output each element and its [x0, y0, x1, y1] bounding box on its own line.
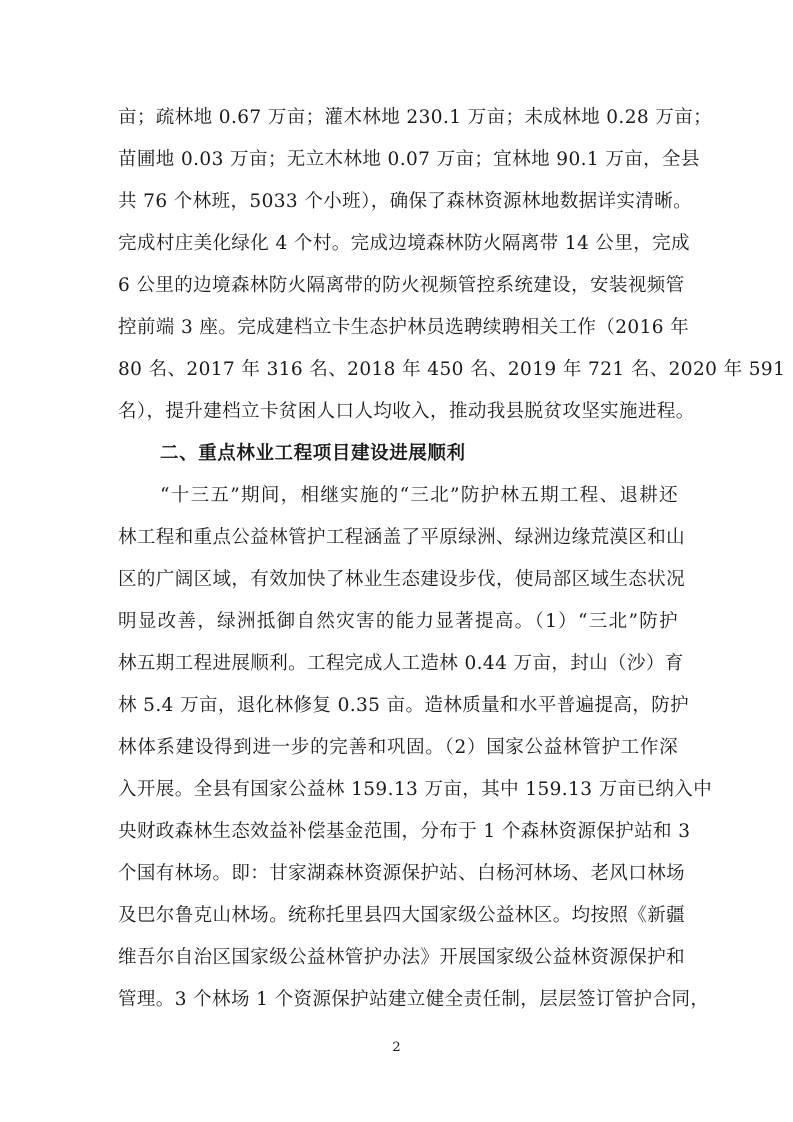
- paragraph-line: 林五期工程进展顺利。工程完成人工造林 0.44 万亩，封山（沙）育: [118, 653, 684, 674]
- paragraph-line: “十三五”期间，相继实施的“三北”防护林五期工程、退耕还: [160, 485, 678, 506]
- paragraph-line: 苗圃地 0.03 万亩；无立木林地 0.07 万亩；宜林地 90.1 万亩，全县: [118, 149, 700, 170]
- paragraph-line: 及巴尔鲁克山林场。统称托里县四大国家级公益林区。均按照《新疆: [118, 905, 686, 926]
- paragraph-line: 名），提升建档立卡贫困人口人均收入，推动我县脱贫攻坚实施进程。: [118, 401, 695, 422]
- paragraph-line: 80 名、2017 年 316 名、2018 年 450 名、2019 年 721 名、2020 年 591: [118, 359, 786, 380]
- paragraph-line: 共 76 个林班，5033 个小班），确保了森林资源林地数据详实清晰。: [118, 191, 693, 212]
- paragraph-line: 控前端 3 座。完成建档立卡生态护林员选聘续聘相关工作（2016 年: [118, 317, 690, 338]
- paragraph-line: 林 5.4 万亩，退化林修复 0.35 亩。造林质量和水平普遍提高，防护: [118, 695, 690, 716]
- paragraph-line: 林工程和重点公益林管护工程涵盖了平原绿洲、绿洲边缘荒漠区和山: [118, 527, 686, 548]
- paragraph-line: 完成村庄美化绿化 4 个村。完成边境森林防火隔离带 14 公里，完成: [118, 233, 690, 254]
- paragraph-line: 林体系建设得到进一步的完善和巩固。（2）国家公益林管护工作深: [118, 737, 678, 758]
- paragraph-line: 区的广阔区域，有效加快了林业生态建设步伐，使局部区域生态状况: [118, 569, 686, 590]
- paragraph-line: 明显改善，绿洲抵御自然灾害的能力显著提高。（1）“三北”防护: [118, 611, 678, 632]
- section-heading: 二、重点林业工程项目建设进展顺利: [160, 443, 466, 464]
- paragraph-line: 央财政森林生态效益补偿基金范围，分布于 1 个森林资源保护站和 3: [118, 821, 691, 842]
- paragraph-line: 管理。3 个林场 1 个资源保护站建立健全责任制，层层签订管护合同，: [118, 989, 710, 1010]
- paragraph-line: 个国有林场。即：甘家湖森林资源保护站、白杨河林场、老风口林场: [118, 863, 686, 884]
- paragraph-line: 维吾尔自治区国家级公益林管护办法》开展国家级公益林资源保护和: [118, 947, 686, 968]
- paragraph-line: 入开展。全县有国家公益林 159.13 万亩，其中 159.13 万亩已纳入中: [118, 779, 713, 800]
- paragraph-line: 6 公里的边境森林防火隔离带的防火视频管控系统建设，安装视频管: [118, 275, 685, 296]
- page-number: 2: [392, 1040, 401, 1055]
- paragraph-line: 亩；疏林地 0.67 万亩；灌木林地 230.1 万亩；未成林地 0.28 万亩；: [118, 107, 713, 128]
